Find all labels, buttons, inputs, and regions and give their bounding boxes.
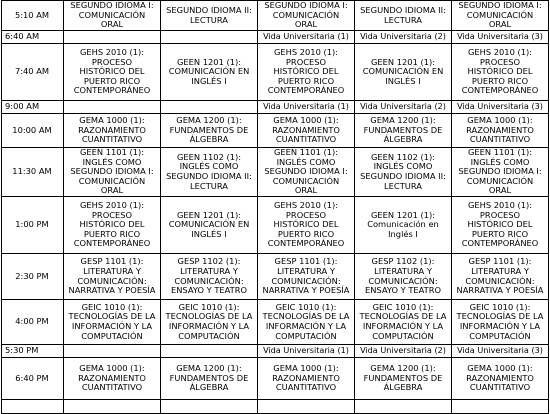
- course-text-line: LITERATURA Y: [180, 265, 238, 276]
- vida-universitaria-cell: [161, 31, 258, 44]
- course-cell: [64, 254, 161, 300]
- course-cell: [64, 114, 161, 148]
- course-text-line: HISTÓRICO DEL: [79, 66, 145, 77]
- course-text-line: CUANTITATIVO: [469, 134, 531, 145]
- course-text-line: COMPUTACIÓN: [275, 330, 337, 341]
- course-cell: [452, 254, 549, 300]
- course-text-line: GEEN 1201 (1):: [176, 56, 242, 67]
- course-cell: [161, 44, 258, 101]
- course-text-line: CONTEMPORÁNEO: [73, 85, 151, 96]
- vida-universitaria-cell: Vida Universitaria (1): [258, 31, 355, 44]
- course-text-line: GEEN 1201 (1):: [176, 209, 242, 220]
- vida-universitaria-cell: [64, 101, 161, 114]
- course-text-line: COMUNICACIÓN: [78, 175, 146, 186]
- course-cell: [64, 358, 161, 400]
- course-text-line: PROCESO: [479, 209, 521, 220]
- course-text-line: SEGUNDO IDIOMA I:: [70, 166, 154, 177]
- time-label: 11:30 AM: [2, 148, 64, 197]
- course-cell: [355, 358, 452, 400]
- course-text-line: PUERTO RICO: [83, 75, 141, 86]
- course-text-line: FUNDAMENTOS DE: [169, 124, 249, 135]
- course-text-line: LITERATURA Y: [471, 265, 529, 276]
- course-text-line: COMUNICACIÓN:: [368, 275, 438, 286]
- course-text-line: COMUNICACIÓN:: [271, 275, 341, 286]
- course-text-line: INGLÉS I: [191, 228, 227, 239]
- course-text-line: Inglés I: [388, 228, 418, 239]
- course-text-line: HISTÓRICO DEL: [467, 66, 533, 77]
- course-text-line: GEEN 1101 (1):: [467, 147, 533, 157]
- course-text-line: TECNOLOGÍAS DE LA: [456, 311, 544, 322]
- course-text-line: ORAL: [488, 185, 512, 196]
- course-cell: [64, 44, 161, 101]
- course-text-line: HISTÓRICO DEL: [273, 66, 339, 77]
- course-text-line: INFORMACIÓN Y LA: [168, 321, 250, 332]
- course-cell: [161, 358, 258, 400]
- course-text-line: LECTURA: [384, 180, 422, 191]
- course-cell: [452, 1, 549, 31]
- course-text-line: HISTÓRICO DEL: [467, 219, 533, 230]
- time-block-row: [2, 1, 549, 31]
- course-text-line: ORAL: [488, 19, 512, 30]
- course-text-line: GESP 1102 (1):: [371, 256, 435, 267]
- course-text-line: ÁLGEBRA: [189, 382, 229, 393]
- course-cell: [161, 400, 258, 414]
- course-text-line: GEMA 1200 (1):: [370, 115, 436, 126]
- course-text-line: RAZONAMIENTO: [78, 124, 146, 135]
- course-text-line: GESP 1101 (1):: [274, 256, 338, 267]
- course-text-line: GEMA 1000 (1):: [273, 363, 339, 374]
- course-text-line: GEHS 2010 (1):: [273, 46, 339, 57]
- course-text-line: COMUNICACIÓN: [78, 9, 146, 20]
- course-cell: [64, 400, 161, 414]
- vida-universitaria-cell: Vida Universitaria (2): [355, 101, 452, 114]
- course-cell: [452, 148, 549, 197]
- course-text-line: COMPUTACIÓN: [372, 330, 434, 341]
- course-text-line: ENSAYO Y TEATRO: [170, 285, 248, 296]
- course-cell: [64, 300, 161, 345]
- course-cell: [355, 114, 452, 148]
- course-text-line: ÁLGEBRA: [383, 382, 423, 393]
- course-text-line: TECNOLOGÍAS DE LA: [262, 311, 350, 322]
- course-text-line: GEEN 1201 (1):: [370, 56, 436, 67]
- course-text-line: LECTURA: [384, 14, 422, 25]
- course-text-line: NARRATIVA Y POESÍA: [456, 285, 544, 296]
- course-text-line: GESP 1101 (1):: [468, 256, 532, 267]
- course-text-line: RAZONAMIENTO: [272, 372, 340, 383]
- course-text-line: GEEN 1102 (1):: [370, 151, 436, 162]
- course-cell: [452, 400, 549, 414]
- course-text-line: CONTEMPORÁNEO: [461, 85, 539, 96]
- course-text-line: GEMA 1200 (1):: [176, 363, 242, 374]
- course-cell: [355, 400, 452, 414]
- course-cell: [355, 197, 452, 254]
- course-text-line: COMUNICACIÓN: [272, 175, 340, 186]
- course-text-line: GEEN 1102 (1):: [176, 151, 242, 162]
- course-cell: [355, 254, 452, 300]
- course-text-line: SEGUNDO IDIOMA II:: [166, 171, 252, 182]
- time-label: 6:40 AM: [2, 31, 64, 44]
- course-text-line: ENSAYO Y TEATRO: [364, 285, 442, 296]
- course-text-line: LITERATURA Y: [374, 265, 432, 276]
- course-text-line: CONTEMPORÁNEO: [461, 238, 539, 249]
- time-label: 5:10 AM: [2, 1, 64, 31]
- course-text-line: GEMA 1000 (1):: [273, 115, 339, 126]
- course-cell: [258, 44, 355, 101]
- course-text-line: GEEN 1101 (1):: [79, 147, 145, 157]
- course-text-line: GEHS 2010 (1):: [79, 200, 145, 211]
- course-text-line: HISTÓRICO DEL: [79, 219, 145, 230]
- course-text-line: COMPUTACIÓN: [81, 330, 143, 341]
- course-text-line: GEMA 1000 (1):: [79, 363, 145, 374]
- vida-universitaria-cell: Vida Universitaria (1): [258, 345, 355, 358]
- course-text-line: COMUNICACIÓN: [466, 175, 534, 186]
- course-text-line: CONTEMPORÁNEO: [267, 85, 345, 96]
- course-text-line: RAZONAMIENTO: [466, 124, 534, 135]
- time-block-row: [2, 148, 549, 197]
- course-text-line: CUANTITATIVO: [81, 382, 143, 393]
- course-text-line: PROCESO: [285, 56, 327, 67]
- course-cell: [355, 44, 452, 101]
- course-cell: [258, 254, 355, 300]
- course-text-line: ORAL: [294, 185, 318, 196]
- time-block-row: [2, 300, 549, 345]
- course-text-line: FUNDAMENTOS DE: [363, 372, 443, 383]
- course-cell: [161, 197, 258, 254]
- time-label: 5:30 PM: [2, 345, 64, 358]
- time-block-row: [2, 254, 549, 300]
- vida-universitaria-row: [2, 31, 549, 44]
- course-cell: [258, 400, 355, 414]
- course-text-line: GEEN 1201 (1):: [370, 209, 436, 220]
- course-text-line: INFORMACIÓN Y LA: [362, 321, 444, 332]
- course-text-line: CUANTITATIVO: [275, 134, 337, 145]
- course-cell: [258, 358, 355, 400]
- course-text-line: RAZONAMIENTO: [78, 372, 146, 383]
- course-text-line: SEGUNDO IDIOMA I:: [264, 166, 348, 177]
- course-text-line: ORAL: [100, 185, 124, 196]
- course-text-line: LITERATURA Y: [277, 265, 335, 276]
- course-cell: [161, 148, 258, 197]
- course-text-line: PUERTO RICO: [277, 228, 335, 239]
- course-cell: [355, 300, 452, 345]
- course-text-line: INGLÉS COMO: [276, 156, 336, 167]
- course-text-line: PUERTO RICO: [83, 228, 141, 239]
- course-text-line: SEGUNDO IDIOMA I:: [458, 0, 542, 11]
- course-cell: [64, 197, 161, 254]
- course-text-line: LECTURA: [190, 180, 228, 191]
- course-text-line: SEGUNDO IDIOMA II:: [360, 4, 446, 15]
- course-text-line: LECTURA: [190, 14, 228, 25]
- course-text-line: COMPUTACIÓN: [469, 330, 531, 341]
- course-cell: [64, 1, 161, 31]
- course-cell: [161, 300, 258, 345]
- course-text-line: INFORMACIÓN Y LA: [265, 321, 347, 332]
- vida-universitaria-cell: Vida Universitaria (3): [452, 31, 549, 44]
- course-cell: [161, 114, 258, 148]
- course-text-line: FUNDAMENTOS DE: [169, 372, 249, 383]
- time-block-row: [2, 44, 549, 101]
- course-text-line: COMUNICACIÓN EN: [168, 219, 250, 230]
- vida-universitaria-cell: [64, 31, 161, 44]
- course-text-line: FUNDAMENTOS DE: [363, 124, 443, 135]
- course-cell: [355, 1, 452, 31]
- course-text-line: LITERATURA Y: [83, 265, 141, 276]
- course-text-line: INFORMACIÓN Y LA: [71, 321, 153, 332]
- course-text-line: PROCESO: [91, 56, 133, 67]
- course-text-line: COMUNICACIÓN:: [465, 275, 535, 286]
- course-text-line: SEGUNDO IDIOMA II:: [166, 4, 252, 15]
- course-text-line: COMUNICACIÓN:: [174, 275, 244, 286]
- course-cell: [161, 1, 258, 31]
- course-text-line: COMUNICACIÓN:: [77, 275, 147, 286]
- course-text-line: GEEN 1101 (1):: [273, 147, 339, 157]
- vida-universitaria-cell: [161, 101, 258, 114]
- time-block-row: [2, 400, 549, 414]
- course-text-line: CONTEMPORÁNEO: [267, 238, 345, 249]
- course-text-line: SEGUNDO IDIOMA I:: [264, 0, 348, 11]
- course-text-line: ORAL: [100, 19, 124, 30]
- course-text-line: CUANTITATIVO: [81, 134, 143, 145]
- course-text-line: TECNOLOGÍAS DE LA: [68, 311, 156, 322]
- course-text-line: HISTÓRICO DEL: [273, 219, 339, 230]
- course-text-line: GESP 1101 (1):: [80, 256, 144, 267]
- course-text-line: RAZONAMIENTO: [466, 372, 534, 383]
- time-label: 6:40 PM: [2, 358, 64, 400]
- course-text-line: CUANTITATIVO: [469, 382, 531, 393]
- course-cell: [452, 300, 549, 345]
- course-text-line: INGLÉS I: [385, 75, 421, 86]
- course-text-line: GEMA 1000 (1):: [467, 363, 533, 374]
- course-text-line: INFORMACIÓN Y LA: [459, 321, 541, 332]
- course-cell: [258, 300, 355, 345]
- course-text-line: COMUNICACIÓN EN: [362, 66, 444, 77]
- course-text-line: GEHS 2010 (1):: [467, 46, 533, 57]
- course-cell: [258, 197, 355, 254]
- course-text-line: TECNOLOGÍAS DE LA: [359, 311, 447, 322]
- vida-universitaria-cell: Vida Universitaria (2): [355, 345, 452, 358]
- time-block-row: [2, 197, 549, 254]
- course-text-line: PROCESO: [91, 209, 133, 220]
- schedule-table: [1, 0, 549, 414]
- course-text-line: RAZONAMIENTO: [272, 124, 340, 135]
- course-cell: [452, 114, 549, 148]
- course-text-line: GEIC 1010 (1):: [81, 301, 143, 312]
- course-cell: [258, 1, 355, 31]
- course-text-line: ÁLGEBRA: [383, 134, 423, 145]
- course-text-line: NARRATIVA Y POESÍA: [262, 285, 350, 296]
- course-text-line: GEMA 1000 (1):: [467, 115, 533, 126]
- course-text-line: SEGUNDO IDIOMA I:: [70, 0, 154, 11]
- course-text-line: CONTEMPORÁNEO: [73, 238, 151, 249]
- course-text-line: INGLÉS COMO: [470, 156, 530, 167]
- course-text-line: ORAL: [294, 19, 318, 30]
- course-text-line: PROCESO: [479, 56, 521, 67]
- course-text-line: GEMA 1200 (1):: [370, 363, 436, 374]
- vida-universitaria-row: [2, 101, 549, 114]
- time-block-row: [2, 358, 549, 400]
- course-text-line: PUERTO RICO: [471, 228, 529, 239]
- vida-universitaria-cell: [64, 345, 161, 358]
- course-text-line: COMUNICACIÓN: [272, 9, 340, 20]
- course-text-line: GEIC 1010 (1):: [178, 301, 240, 312]
- vida-universitaria-cell: Vida Universitaria (3): [452, 345, 549, 358]
- course-text-line: PUERTO RICO: [277, 75, 335, 86]
- course-text-line: INGLÉS I: [191, 75, 227, 86]
- course-text-line: COMUNICACIÓN EN: [168, 66, 250, 77]
- course-cell: [258, 148, 355, 197]
- schedule-body: [2, 1, 549, 414]
- course-text-line: SEGUNDO IDIOMA II:: [360, 171, 446, 182]
- course-text-line: GEHS 2010 (1):: [79, 46, 145, 57]
- course-text-line: COMUNICACIÓN: [466, 9, 534, 20]
- time-label: 7:40 AM: [2, 44, 64, 101]
- course-text-line: GESP 1102 (1):: [177, 256, 241, 267]
- course-text-line: GEHS 2010 (1):: [273, 200, 339, 211]
- vida-universitaria-cell: [161, 345, 258, 358]
- course-cell: [64, 148, 161, 197]
- time-label: 1:00 PM: [2, 197, 64, 254]
- course-text-line: GEIC 1010 (1):: [469, 301, 531, 312]
- course-text-line: GEHS 2010 (1):: [467, 200, 533, 211]
- course-text-line: GEIC 1010 (1):: [275, 301, 337, 312]
- course-cell: [355, 148, 452, 197]
- course-text-line: GEIC 1010 (1):: [372, 301, 434, 312]
- course-text-line: Comunicación en: [367, 219, 439, 230]
- time-label: 2:30 PM: [2, 254, 64, 300]
- vida-universitaria-cell: Vida Universitaria (1): [258, 101, 355, 114]
- course-text-line: INGLÉS COMO: [82, 156, 142, 167]
- course-cell: [161, 254, 258, 300]
- course-text-line: INGLÉS COMO: [373, 161, 433, 172]
- vida-universitaria-cell: Vida Universitaria (2): [355, 31, 452, 44]
- course-text-line: SEGUNDO IDIOMA I:: [458, 166, 542, 177]
- course-text-line: ÁLGEBRA: [189, 134, 229, 145]
- time-label: 4:00 PM: [2, 300, 64, 345]
- vida-universitaria-row: [2, 345, 549, 358]
- time-label: 9:00 AM: [2, 101, 64, 114]
- course-text-line: COMPUTACIÓN: [178, 330, 240, 341]
- vida-universitaria-cell: Vida Universitaria (3): [452, 101, 549, 114]
- course-text-line: INGLÉS COMO: [179, 161, 239, 172]
- course-text-line: PUERTO RICO: [471, 75, 529, 86]
- course-cell: [452, 44, 549, 101]
- time-block-row: [2, 114, 549, 148]
- course-text-line: GEMA 1200 (1):: [176, 115, 242, 126]
- course-text-line: GEMA 1000 (1):: [79, 115, 145, 126]
- course-text-line: TECNOLOGÍAS DE LA: [165, 311, 253, 322]
- course-text-line: NARRATIVA Y POESÍA: [68, 285, 156, 296]
- course-cell: [258, 114, 355, 148]
- course-text-line: CUANTITATIVO: [275, 382, 337, 393]
- course-cell: [452, 358, 549, 400]
- course-text-line: PROCESO: [285, 209, 327, 220]
- course-cell: [452, 197, 549, 254]
- time-label: [2, 400, 64, 414]
- time-label: 10:00 AM: [2, 114, 64, 148]
